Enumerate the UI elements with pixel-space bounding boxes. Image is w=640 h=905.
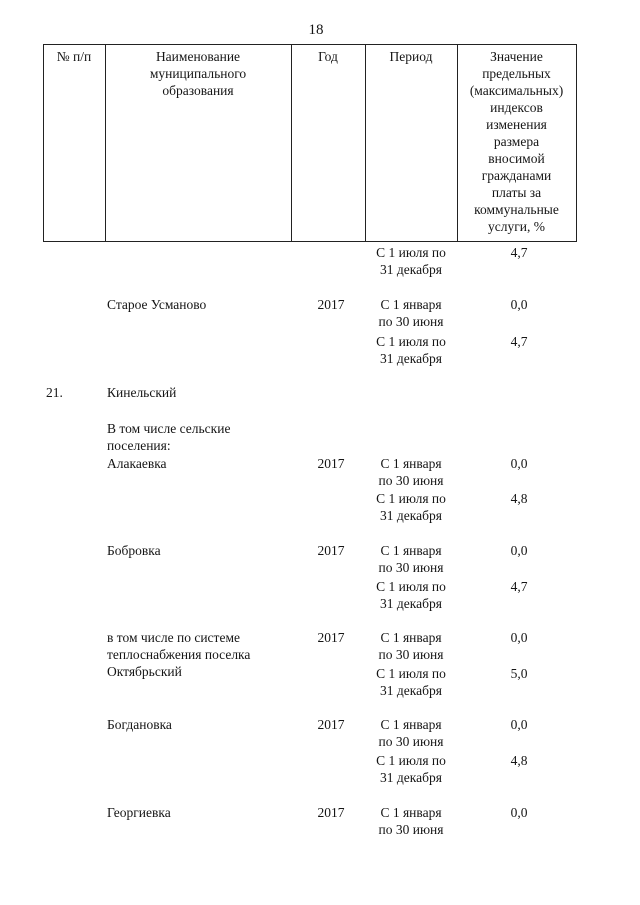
header-line: вносимой bbox=[488, 151, 545, 166]
value-cell: 4,7 bbox=[510, 245, 528, 260]
header-line: Значение bbox=[490, 49, 543, 64]
header-line: изменения bbox=[486, 117, 547, 132]
year-cell: 2017 bbox=[317, 297, 345, 312]
header-number: № п/п bbox=[56, 49, 92, 64]
header-year: Год bbox=[318, 49, 338, 64]
municipality-cell bbox=[107, 542, 161, 559]
value-cell: 0,0 bbox=[510, 805, 528, 820]
municipality-line: Алакаевка bbox=[107, 456, 167, 471]
municipality-line: Октябрьский bbox=[107, 664, 182, 679]
period-line: по 30 июня bbox=[378, 647, 444, 662]
period-line: по 30 июня bbox=[378, 473, 444, 488]
period-line: по 30 июня bbox=[378, 314, 444, 329]
period-line: С 1 января bbox=[380, 717, 442, 732]
municipality-line: теплоснабжения поселка bbox=[107, 647, 251, 662]
municipality-line: Георгиевка bbox=[107, 805, 171, 820]
table-header bbox=[43, 44, 577, 242]
header-line: коммунальные bbox=[474, 202, 559, 217]
header-index-value bbox=[457, 48, 576, 235]
period-cell bbox=[376, 333, 446, 367]
period-cell bbox=[379, 629, 444, 663]
number-cell: 21. bbox=[46, 385, 63, 400]
period-line: С 1 июля по bbox=[376, 245, 446, 260]
year-cell: 2017 bbox=[317, 717, 345, 732]
period-line: С 1 июля по bbox=[376, 491, 446, 506]
municipality-cell bbox=[107, 455, 167, 472]
header-period: Период bbox=[389, 49, 433, 64]
header-line: размера bbox=[493, 134, 540, 149]
value-cell: 0,0 bbox=[510, 297, 528, 312]
header-divider bbox=[291, 44, 292, 242]
value-cell: 0,0 bbox=[510, 630, 528, 645]
period-cell bbox=[376, 578, 446, 612]
value-cell: 4,8 bbox=[510, 491, 528, 506]
period-line: С 1 января bbox=[380, 630, 442, 645]
header-line: платы за bbox=[491, 185, 542, 200]
header-line: услуги, % bbox=[488, 219, 545, 234]
year-cell: 2017 bbox=[317, 456, 345, 471]
period-cell bbox=[379, 716, 444, 750]
page-number: 18 bbox=[308, 22, 324, 38]
municipality-cell bbox=[107, 296, 206, 313]
period-cell bbox=[376, 665, 446, 699]
period-line: 31 декабря bbox=[380, 596, 442, 611]
period-line: 31 декабря bbox=[380, 262, 442, 277]
period-line: по 30 июня bbox=[378, 734, 444, 749]
municipality-cell bbox=[107, 629, 250, 680]
period-cell bbox=[379, 542, 444, 576]
period-cell bbox=[379, 455, 444, 489]
header-divider bbox=[43, 44, 44, 242]
period-line: по 30 июня bbox=[378, 560, 444, 575]
value-cell: 4,7 bbox=[510, 579, 528, 594]
period-line: 31 декабря bbox=[380, 770, 442, 785]
value-cell: 0,0 bbox=[510, 456, 528, 471]
period-line: С 1 июля по bbox=[376, 666, 446, 681]
year-cell: 2017 bbox=[317, 543, 345, 558]
period-line: С 1 января bbox=[380, 297, 442, 312]
header-divider bbox=[365, 44, 366, 242]
header-municipality bbox=[105, 48, 291, 99]
municipality-line: Старое Усманово bbox=[107, 297, 207, 312]
header-line: индексов bbox=[490, 100, 543, 115]
year-cell: 2017 bbox=[317, 805, 345, 820]
municipality-cell bbox=[107, 716, 172, 733]
header-line: (максимальных) bbox=[469, 83, 564, 98]
municipality-line: Богдановка bbox=[107, 717, 172, 732]
value-cell: 4,8 bbox=[510, 753, 528, 768]
municipality-line: поселения: bbox=[107, 438, 171, 453]
header-top-border bbox=[43, 44, 577, 45]
period-line: по 30 июня bbox=[378, 822, 444, 837]
period-line: 31 декабря bbox=[380, 508, 442, 523]
period-line: 31 декабря bbox=[380, 351, 442, 366]
period-line: С 1 июля по bbox=[376, 334, 446, 349]
municipality-cell bbox=[107, 420, 230, 454]
period-cell bbox=[376, 244, 446, 278]
period-cell bbox=[379, 804, 444, 838]
municipality-line: в том числе по системе bbox=[107, 630, 240, 645]
period-line: С 1 июля по bbox=[376, 753, 446, 768]
period-line: С 1 января bbox=[380, 805, 442, 820]
header-line: образования bbox=[162, 83, 234, 98]
value-cell: 0,0 bbox=[510, 543, 528, 558]
value-cell: 4,7 bbox=[510, 334, 528, 349]
municipality-line: Бобровка bbox=[107, 543, 161, 558]
municipality-cell bbox=[107, 804, 171, 821]
municipality-line: В том числе сельские bbox=[107, 421, 231, 436]
period-line: С 1 января bbox=[380, 456, 442, 471]
period-line: С 1 января bbox=[380, 543, 442, 558]
period-cell bbox=[376, 490, 446, 524]
header-line: предельных bbox=[482, 66, 551, 81]
header-divider bbox=[576, 44, 577, 242]
period-line: 31 декабря bbox=[380, 683, 442, 698]
period-line: С 1 июля по bbox=[376, 579, 446, 594]
municipality-cell bbox=[107, 384, 176, 401]
value-cell: 5,0 bbox=[510, 666, 528, 681]
header-bottom-border bbox=[43, 241, 577, 242]
header-line: Наименование bbox=[155, 49, 241, 64]
period-cell bbox=[376, 752, 446, 786]
municipality-line: Кинельский bbox=[107, 385, 177, 400]
header-line: гражданами bbox=[481, 168, 552, 183]
header-line: муниципального bbox=[149, 66, 247, 81]
value-cell: 0,0 bbox=[510, 717, 528, 732]
period-cell bbox=[379, 296, 444, 330]
year-cell: 2017 bbox=[317, 630, 345, 645]
